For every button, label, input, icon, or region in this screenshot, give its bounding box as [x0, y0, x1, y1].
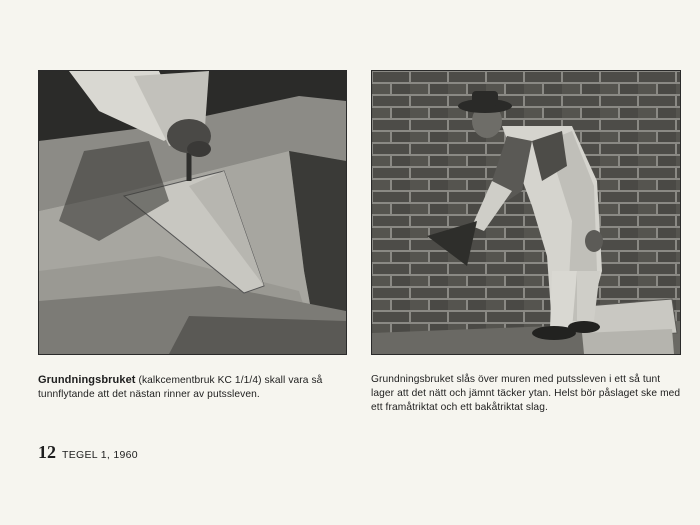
- caption-left-lead: Grundningsbruket: [38, 374, 136, 386]
- photo-trowel-illustration: [39, 71, 346, 354]
- caption-right-text: Grundningsbruket slås över muren med putssleven i ett så tunt lager att det nätt och jämnt täcker ytan. Helst bör påslaget ske med ett framåtriktat och ett bakåtriktat slag.: [371, 374, 681, 413]
- photo-man-at-brick-wall: [371, 70, 681, 355]
- page-footer: [38, 442, 138, 463]
- photo-brick-wall-illustration: [372, 71, 680, 354]
- caption-right: [371, 373, 681, 415]
- caption-left-text: (kalkcementbruk KC 1/1/4) skall vara så tunnflytande att det nästan rinner av putssleven.: [38, 375, 323, 400]
- page-number: 12: [38, 442, 56, 462]
- publication-source: TEGEL 1, 1960: [62, 449, 138, 461]
- photo-trowel-in-mortar: [38, 70, 347, 355]
- caption-left: [38, 373, 348, 402]
